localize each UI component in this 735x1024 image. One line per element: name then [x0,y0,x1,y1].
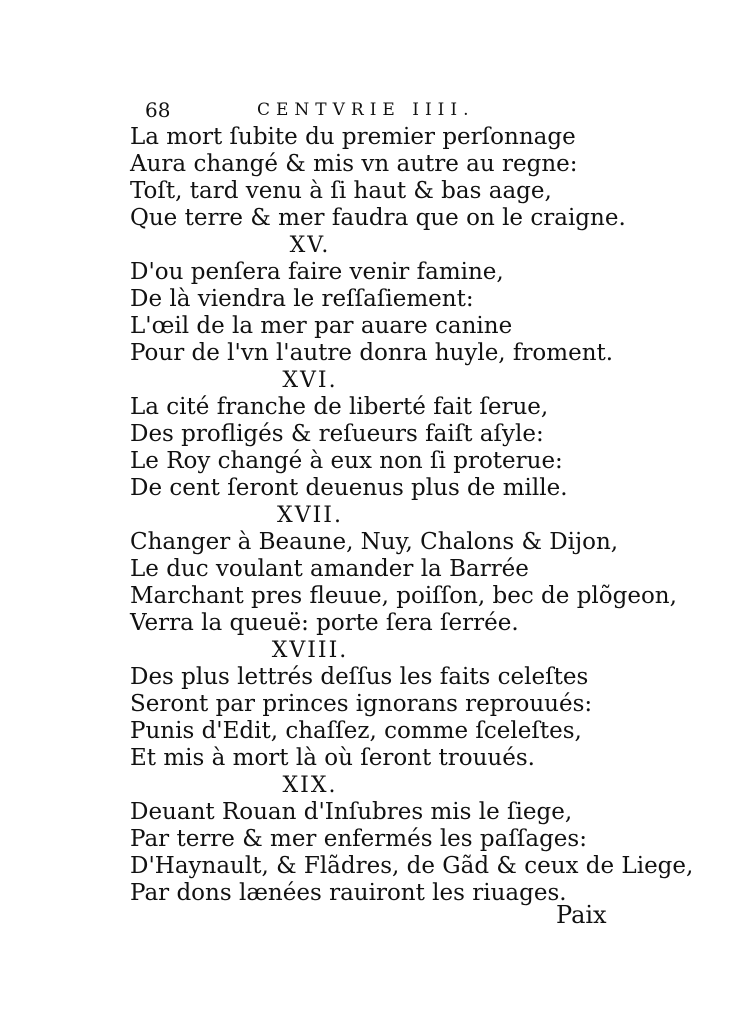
verse-line: Verra la queuë: porte ſera ſerrée. [130,610,519,636]
quatrain-number: XV. [289,233,331,258]
quatrain [130,232,630,367]
verse-line: Le Roy changé à eux non ſi proterue: [130,448,563,474]
quatrain-number: XVIII. [271,638,349,663]
verse-line: Aura changé & mis vn autre au regne: [130,151,578,177]
verse-line: D'ou penſera faire venir famine, [130,259,504,285]
verse-line: Que terre & mer faudra que on le craigne. [130,205,626,231]
quatrain-number: XVII. [277,503,343,528]
verse-line: Deuant Rouan d'Inſubres mis le ſiege, [130,799,573,825]
verse-line: D'Haynault, & Flãdres, de Gãd & ceux de Liege, [130,853,694,879]
quatrain [130,637,630,772]
quatrain [130,502,677,637]
verse-line: Des plus lettrés deſſus les faits celeſtes [130,664,589,690]
verse-line: De là viendra le reſſaſiement: [130,286,474,312]
running-head: CENTVRIE IIII. [257,100,475,120]
quatrain-number: XIX. [282,773,338,798]
verse-line: Le duc voulant amander la Barrée [130,556,529,582]
verse-line: La cité franche de liberté fait ſerue, [130,394,549,420]
quatrain [130,124,630,232]
verse-line: Des profligés & reſueurs faiſt aſyle: [130,421,544,447]
verse-body [130,124,694,907]
verse-line: Et mis à mort là où ſeront trouués. [130,745,535,771]
verse-line: De cent ſeront deuenus plus de mille. [130,475,568,501]
page-number: 68 [145,98,171,122]
verse-line: Toſt, tard venu à ſi haut & bas aage, [130,178,552,204]
verse-line: L'œil de la mer par auare canine [130,313,513,339]
verse-line: Par dons lænées rauiront les riuages. [130,880,567,906]
verse-line: Changer à Beaune, Nuy, Chalons & Dijon, [130,529,619,555]
verse-line: Par terre & mer enfermés les paſſages: [130,826,587,852]
quatrain [130,772,694,907]
verse-line: La mort ſubite du premier perſonnage [130,124,576,150]
quatrain-number: XVI. [282,368,338,393]
quatrain [130,367,630,502]
verse-line: Punis d'Edit, chaſſez, comme ſceleſtes, [130,718,582,744]
catchword: Paix [556,901,607,929]
page-header [145,96,565,124]
verse-line: Pour de l'vn l'autre donra huyle, froment. [130,340,614,366]
verse-line: Marchant pres fleuue, poiſſon, bec de plõgeon, [130,583,677,609]
verse-line: Seront par princes ignorans reprouués: [130,691,593,717]
